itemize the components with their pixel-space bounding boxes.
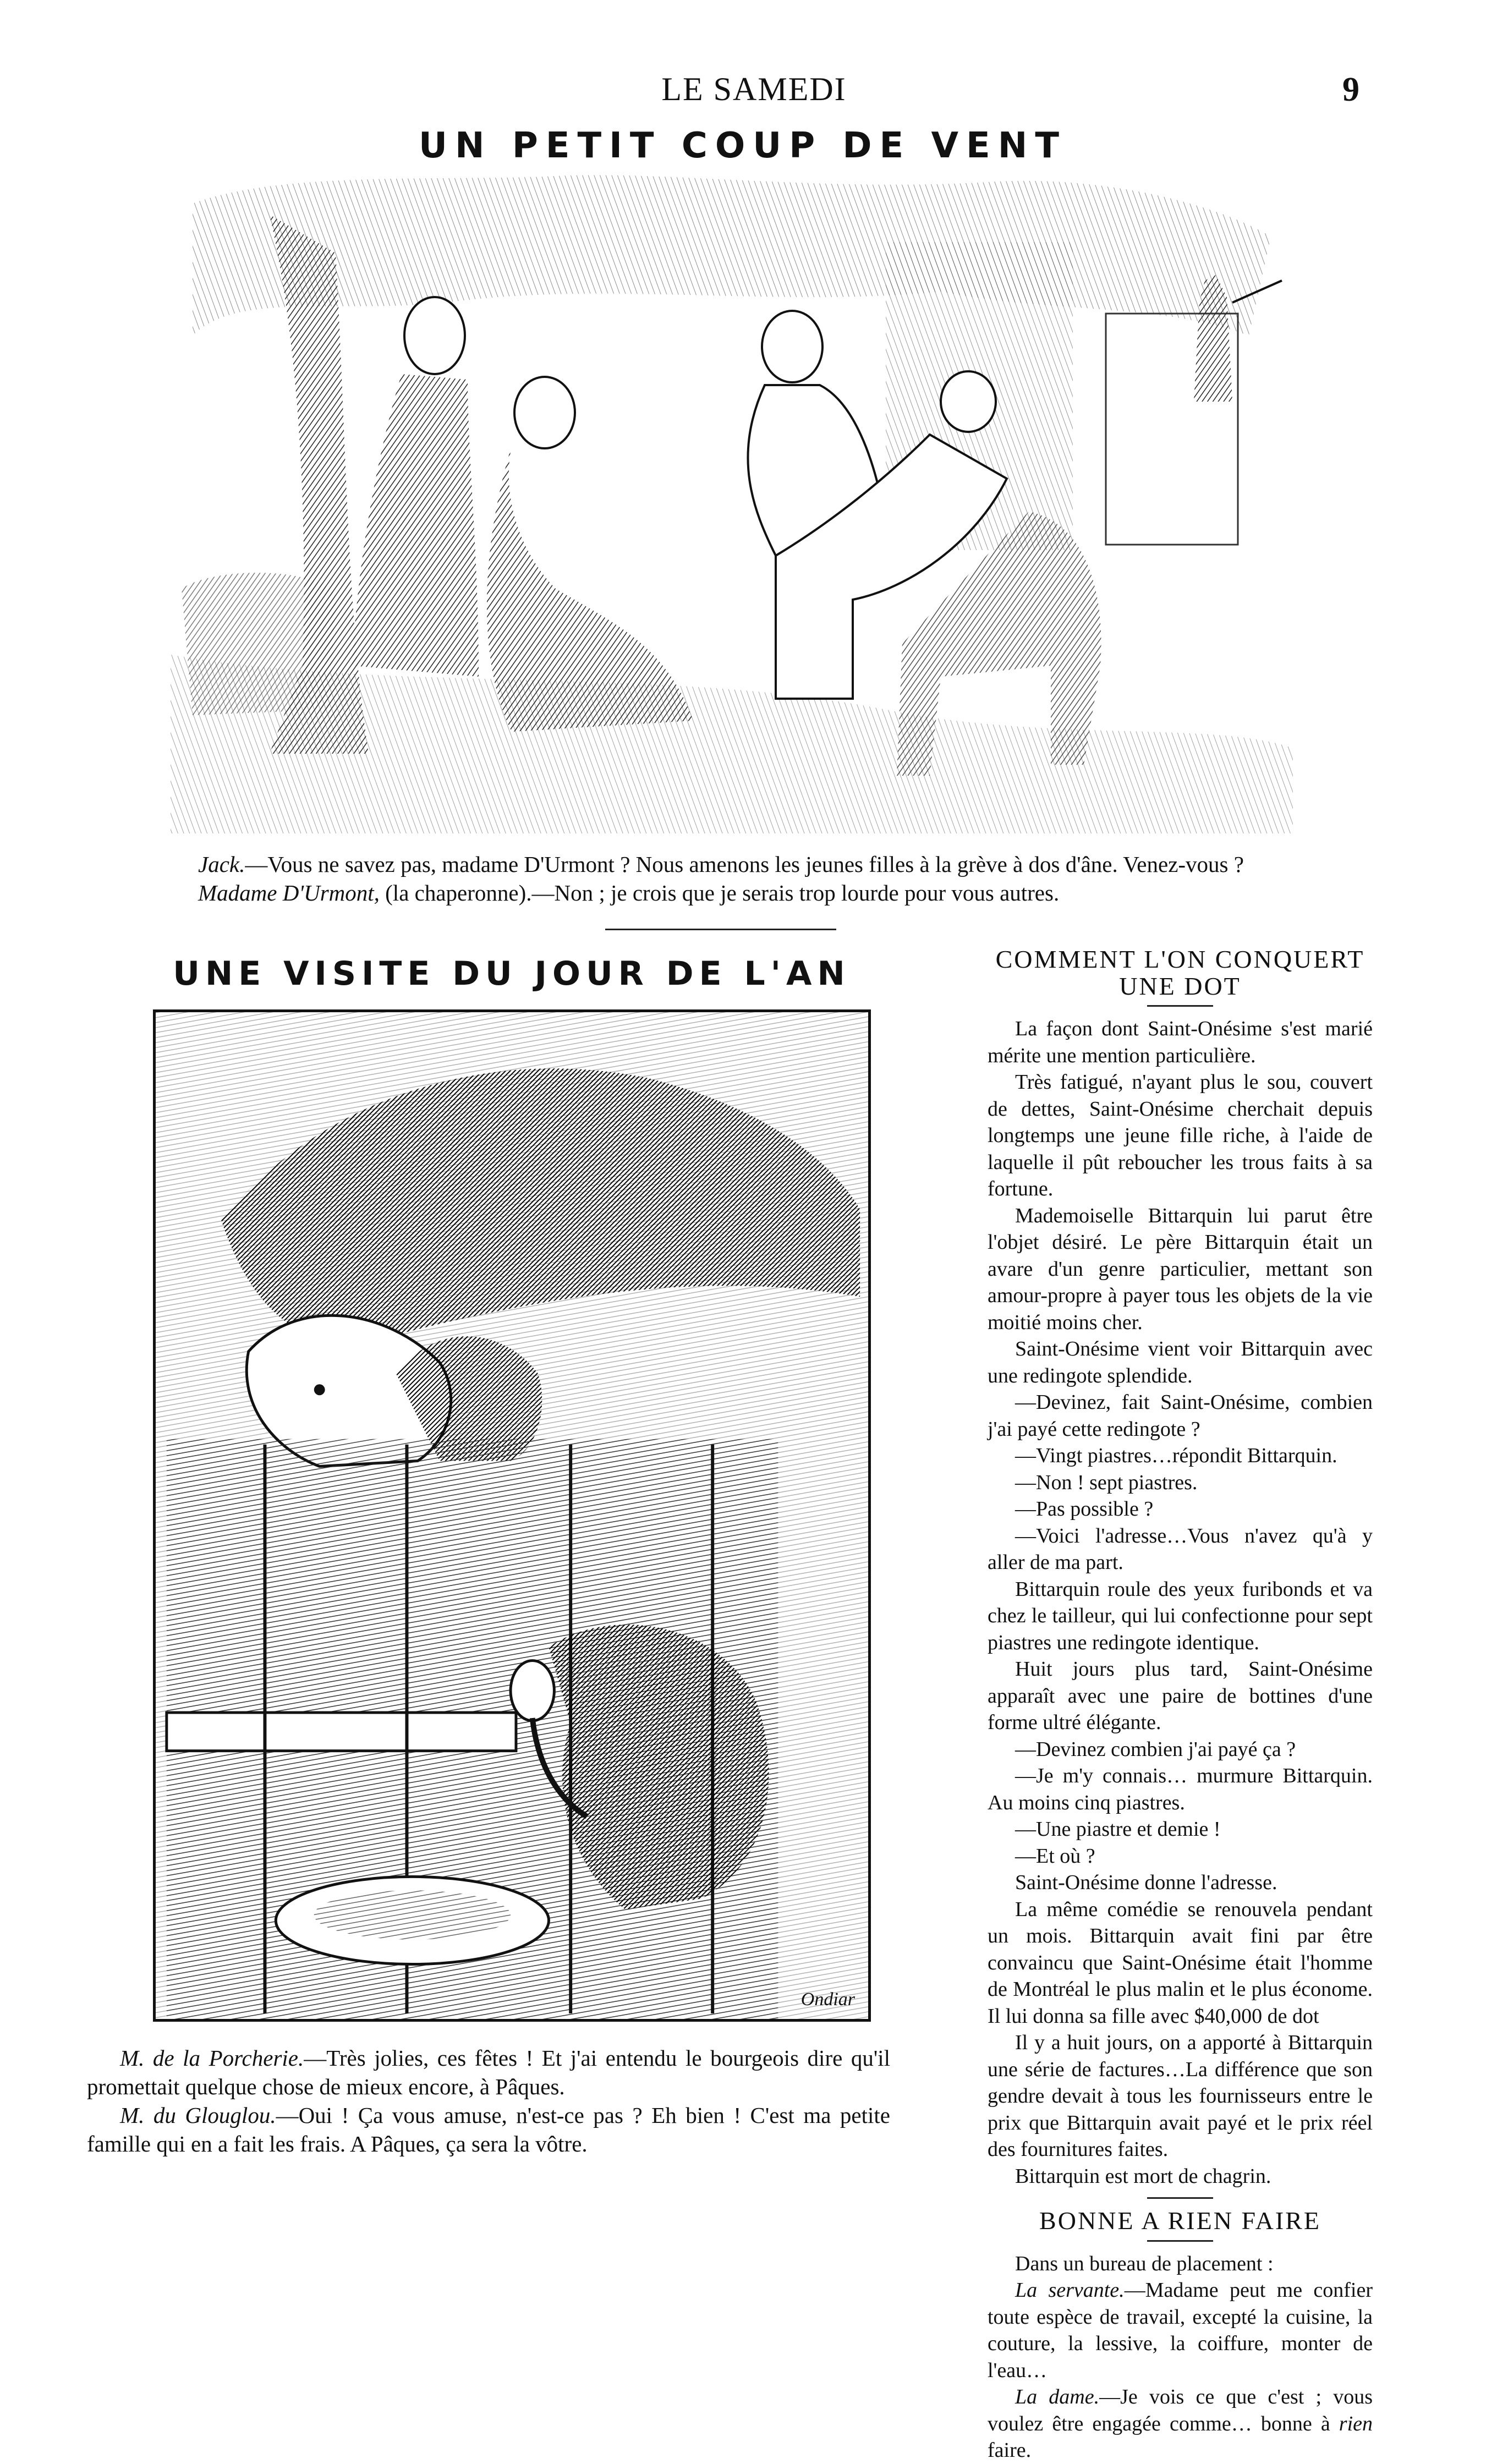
bottom-caption-line-1 [87,2044,890,2101]
bottom-caption-line-2 [87,2101,890,2158]
top-caption [198,850,1298,907]
article-paragraph: Saint-Onésime donne l'adresse. [1015,1871,1277,1894]
bottom-illustration-heading: UNE VISITE DU JOUR DE L'AN [173,954,851,993]
article-title-dot: COMMENT L'ON CONQUERT UNE DOT [995,945,1365,1000]
top-caption-line-1 [198,850,1298,879]
artist-signature: Ondiar [800,1989,855,2010]
article-paragraph: —Vingt piastres…répondit Bittarquin. [1015,1444,1337,1467]
caption-speaker-jack: Jack. [198,852,245,877]
article-paragraph: —Voici l'adresse…Vous n'avez qu'à y aller de ma part. [988,1524,1373,1574]
page-number: 9 [1342,71,1359,108]
article2-text: —Madame peut me confier toute espèce de travail, excepté la cuisine, la couture, la lessive, la coiffure, monter de l'eau… [988,2279,1373,2382]
bottom-caption [87,2044,890,2158]
emphasis-rien: rien [1339,2412,1373,2435]
article-paragraph: Saint-Onésime vient voir Bittarquin avec une redingote splendide. [988,1337,1373,1387]
article2-text: —Je vois ce que c'est ; vous voulez être engagée comme… bonne à [988,2385,1373,2435]
article-paragraph: —Non ! sept piastres. [1015,1470,1198,1494]
article2-line-servante [988,2277,1373,2384]
article2-intro: Dans un bureau de placement : [1015,2252,1274,2275]
caption-speaker-madame: Madame D'Urmont, [198,880,380,906]
caption-text: (la chaperonne).—Non ; je crois que je serais trop lourde pour vous autres. [379,880,1060,906]
top-engraving-illustration [171,171,1293,833]
caption-text: —Oui ! Ça vous amuse, n'est-ce pas ? Eh bien ! C'est ma petite famille qui en a fait les frais. A Pâques, ça sera la vôtre. [87,2103,890,2156]
right-column [988,946,1373,2464]
article2-text: faire. [988,2439,1032,2462]
title-rule [1147,1005,1213,1007]
article-paragraph: —Devinez, fait Saint-Onésime, combien j'ai payé cette redingote ? [988,1391,1373,1441]
article-paragraph: Très fatigué, n'ayant plus le sou, couvert de dettes, Saint-Onésime cherchait depuis longtemps une jeune fille riche, à l'aide de laquelle il pût reboucher les trous faits à sa fortune. [988,1071,1373,1200]
caption-text: —Vous ne savez pas, madame D'Urmont ? Nous amenons les jeunes filles à la grève à dos d'âne. Venez-vous ? [245,852,1244,877]
caption-speaker-glouglou: M. du Glouglou. [120,2103,276,2128]
article-paragraph: La façon dont Saint-Onésime s'est marié mérite une mention particulière. [988,1017,1373,1067]
caption-text: —Très jolies, ces fêtes ! Et j'ai entendu le bourgeois dire qu'il promettait quelque chose de mieux encore, à Pâques. [87,2045,890,2099]
article-paragraph: Bittarquin roule des yeux furibonds et va chez le tailleur, qui lui confectionne pour sept piastres une redingote identique. [988,1577,1373,1654]
article-paragraph: —Et où ? [1015,1844,1095,1868]
article-body-dot [988,1016,1373,2189]
section-divider [605,929,836,930]
article2-line-dame [988,2384,1373,2464]
speaker-dame: La dame. [1015,2385,1100,2408]
article-paragraph: La même comédie se renouvela pendant un mois. Bittarquin avait fini par être convaincu que Saint-Onésime était l'homme de Montréal le plus malin et le plus économe. Il lui donna sa fille avec $40,000 de dot [988,1897,1373,2028]
article-paragraph: —Je m'y connais… murmure Bittarquin. Au moins cinq piastres. [988,1764,1373,1814]
speaker-servante: La servante. [1015,2279,1125,2302]
top-caption-line-2 [198,879,1298,907]
article-paragraph: Huit jours plus tard, Saint-Onésime apparaît avec une paire de bottines d'une forme ultré élégante. [988,1658,1373,1734]
title-rule [1147,2240,1213,2242]
article-paragraph: —Pas possible ? [1015,1497,1154,1521]
section-divider [1147,2197,1213,2199]
caption-speaker-porcherie: M. de la Porcherie. [120,2045,304,2071]
article-paragraph: Mademoiselle Bittarquin lui parut être l'objet désiré. Le père Bittarquin était un avare d'un genre particulier, mettant son amour-propre à payer tous les objets de la vie moitié moins cher. [988,1204,1373,1334]
article-paragraph: Il y a huit jours, on a apporté à Bittarquin une série de factures…La différence que son gendre devait à tous les fournisseurs entre le prix que Bittarquin avait payé et le prix réel des fournitures faites. [988,2031,1373,2161]
article-paragraph: —Devinez combien j'ai payé ça ? [1015,1737,1296,1761]
top-illustration-heading: UN PETIT COUP DE VENT [419,125,1067,166]
article-paragraph: —Une piastre et demie ! [1015,1818,1221,1841]
article-title-bonne: BONNE A RIEN FAIRE [1039,2207,1321,2235]
article-paragraph: Bittarquin est mort de chagrin. [1015,2164,1271,2188]
bottom-engraving-illustration [153,1009,871,2022]
page-header-title: LE SAMEDI [661,71,847,107]
